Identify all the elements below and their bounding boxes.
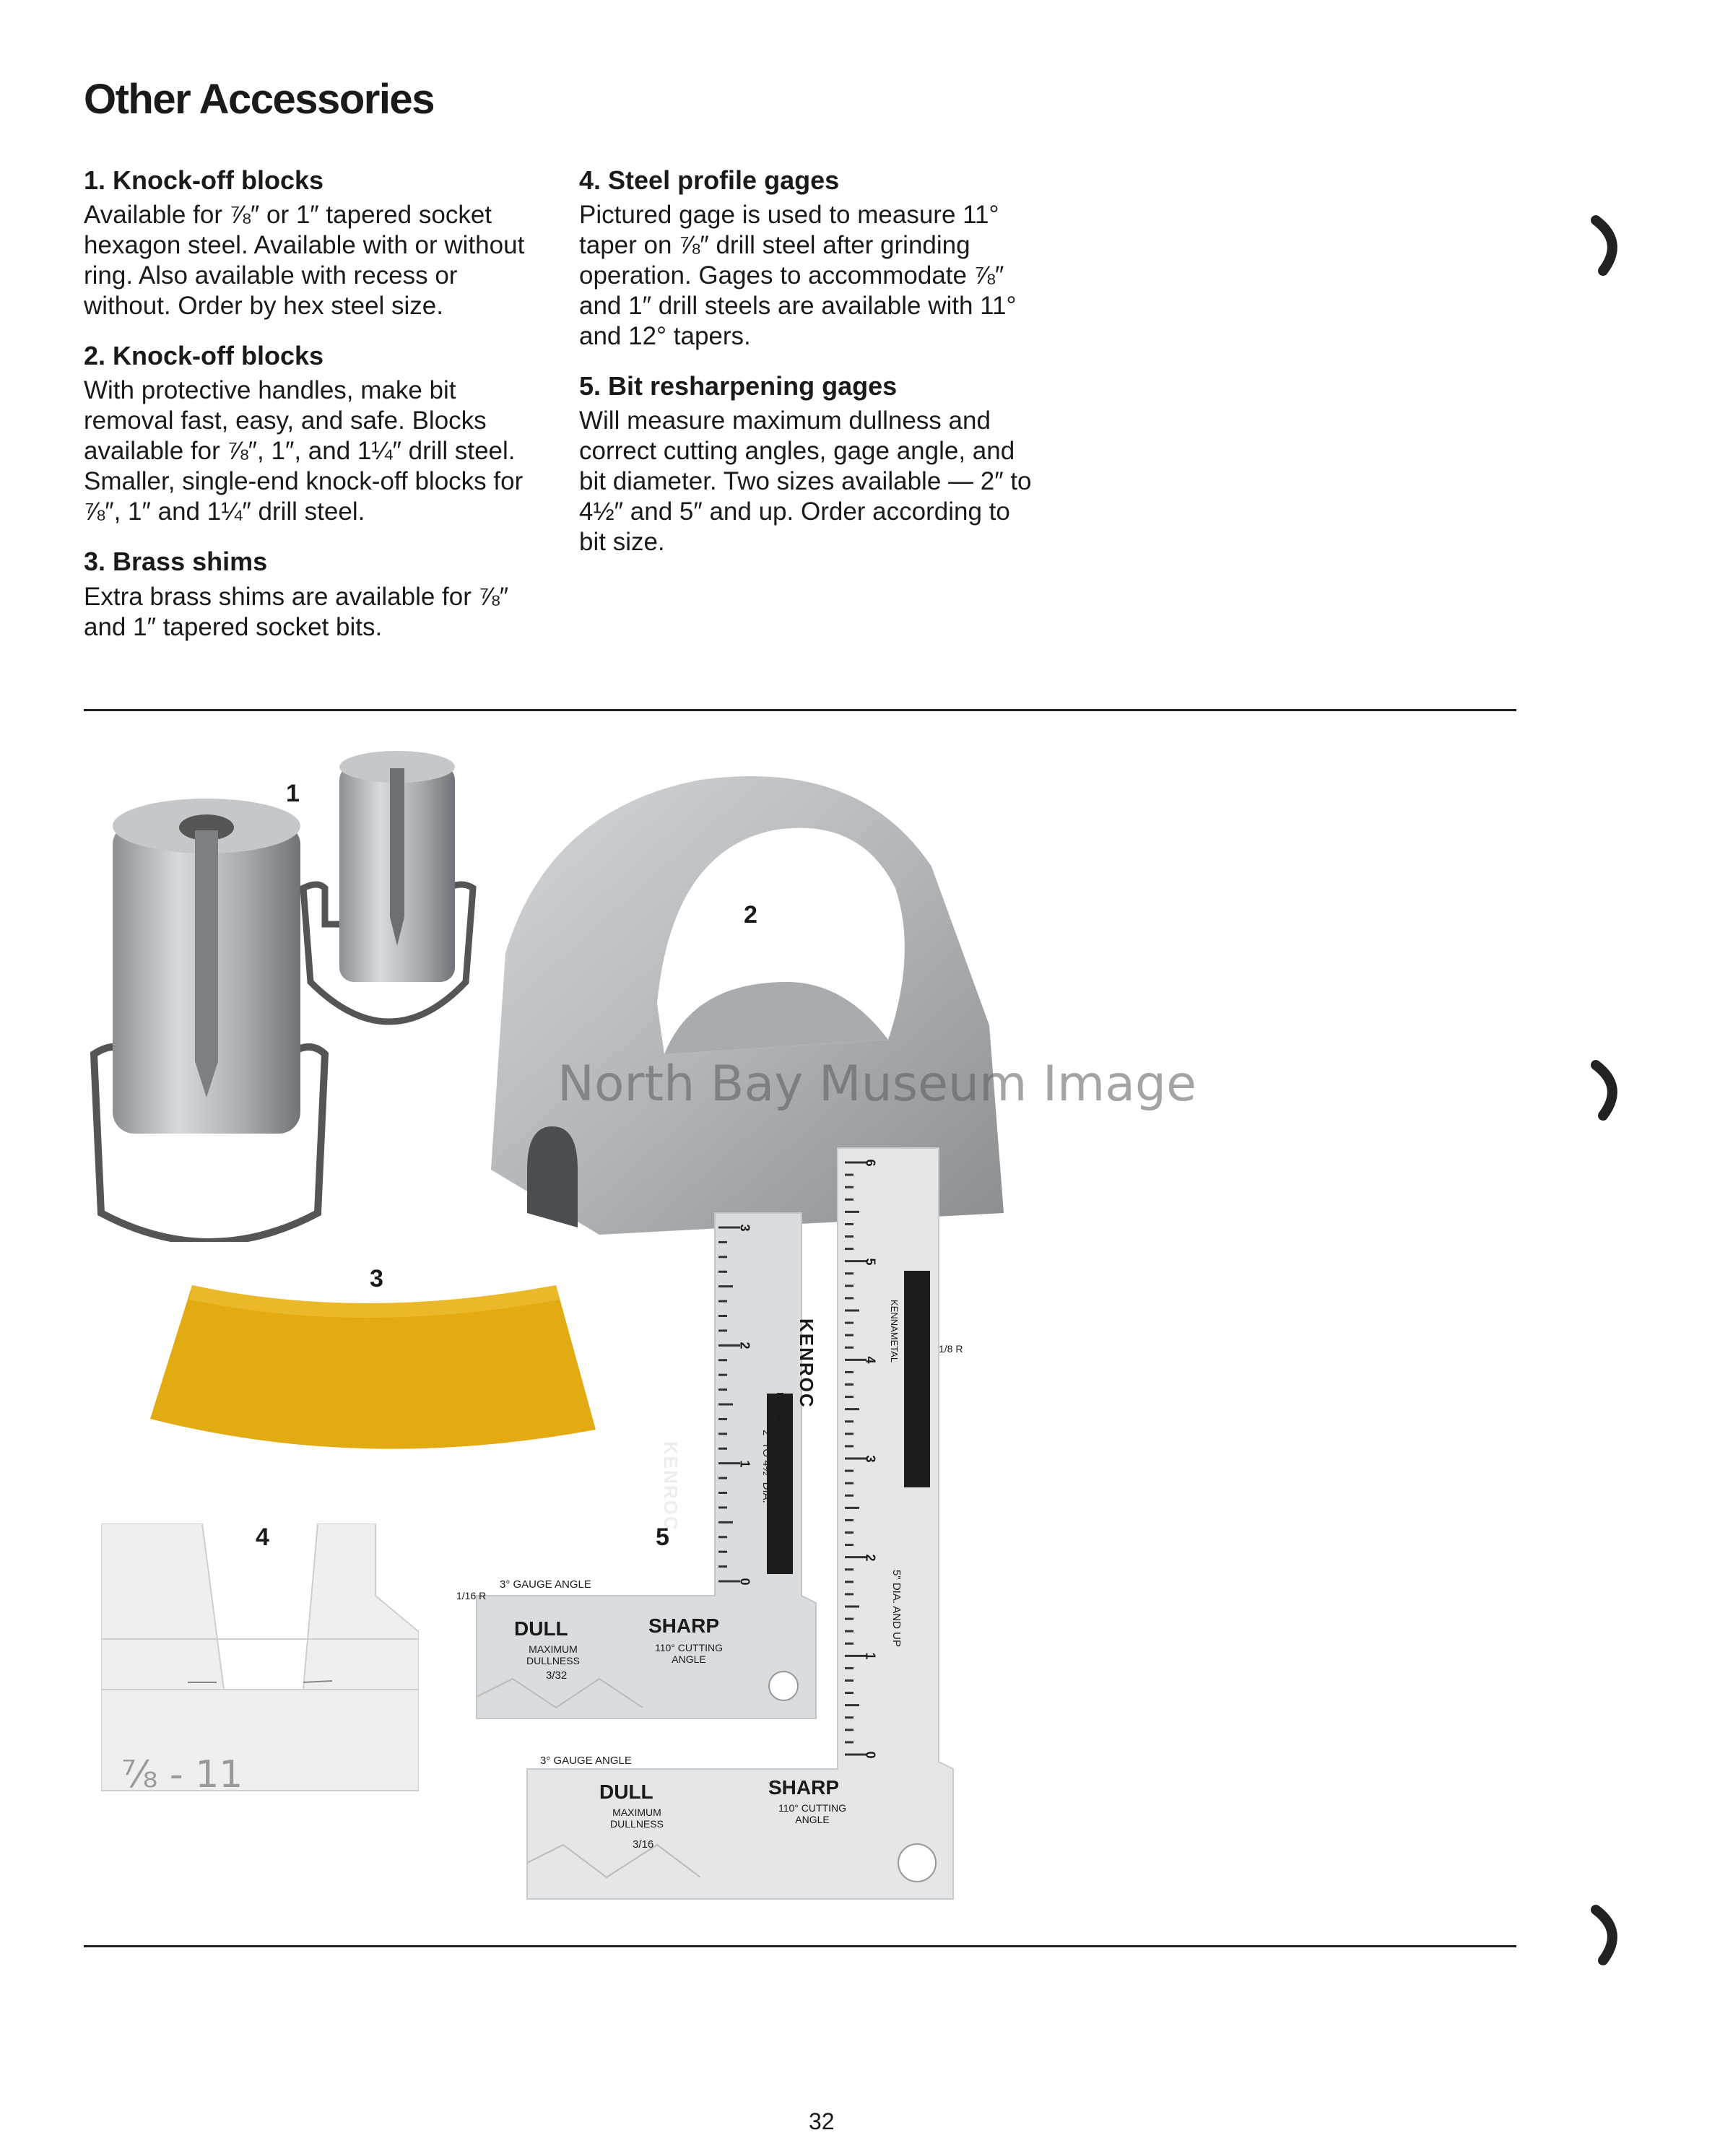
- large-gage-dull-label: DULL: [599, 1781, 653, 1803]
- watermark: North Bay Museum Image: [557, 1056, 1196, 1113]
- callout-4: 4: [256, 1523, 269, 1551]
- small-gage-dull-label: DULL: [514, 1617, 568, 1640]
- scale-label: 1: [737, 1460, 752, 1468]
- large-gage-corner-mark: 1/8 R: [939, 1343, 963, 1355]
- scale-label: 2: [737, 1342, 752, 1349]
- large-gage-dullness-value: 3/16: [633, 1838, 654, 1851]
- scale-label: 1: [863, 1652, 878, 1660]
- item-body-profile-gages: Pictured gage is used to measure 11° taper on ⅞″ drill steel after grinding operation. Gages to accommodate ⅞″ and 1″ drill steels are available with 11° and 12° tapers.: [579, 201, 1017, 351]
- item-heading-knockoff-blocks-2: 2. Knock-off blocks: [84, 341, 324, 371]
- callout-3: 3: [370, 1265, 383, 1292]
- small-gage-brand: KENROC: [660, 1441, 682, 1531]
- large-gage-max-dullness: MAXIMUM DULLNESS: [610, 1807, 664, 1830]
- item-body-knockoff-blocks-1: Available for ⅞″ or 1″ tapered socket hexagon steel. Available with or without ring. Also available with recess or without. Order by hex steel size.: [84, 201, 525, 321]
- page-number: 32: [809, 2108, 835, 2134]
- binder-hole-icon: [1581, 1899, 1639, 1971]
- item-heading-profile-gages: 4. Steel profile gages: [579, 165, 840, 195]
- large-gage-size: 5" DIA. AND UP: [890, 1570, 903, 1648]
- large-gage-gauge-angle: 3° GAUGE ANGLE: [540, 1755, 632, 1767]
- callout-1: 1: [286, 780, 300, 807]
- small-gage-size: 2" TO 4½" DIA.: [760, 1430, 773, 1503]
- small-gage-corner-mark: 1/16 R: [456, 1590, 487, 1601]
- scale-label: 3: [863, 1455, 878, 1463]
- scale-label: 4: [863, 1356, 878, 1364]
- small-gage-max-dullness: MAXIMUM DULLNESS: [526, 1643, 580, 1666]
- top-divider: [84, 709, 1516, 711]
- large-gage-cutting-angle: 110° CUTTING ANGLE: [778, 1802, 847, 1825]
- scale-label: 0: [863, 1751, 878, 1759]
- small-gage-cutting-angle: 110° CUTTING ANGLE: [654, 1642, 724, 1665]
- large-gage-sharp-label: SHARP: [768, 1776, 840, 1799]
- item-body-brass-shims: Extra brass shims are available for ⅞″ and 1″ tapered socket bits.: [84, 582, 509, 641]
- small-gage-gauge-angle: 3° GAUGE ANGLE: [500, 1578, 591, 1591]
- scale-label: 6: [863, 1159, 878, 1167]
- scale-label: 0: [737, 1578, 752, 1586]
- large-gage-brand: KENROC: [796, 1318, 817, 1409]
- item-heading-knockoff-blocks-1: 1. Knock-off blocks: [84, 165, 324, 195]
- item-heading-brass-shims: 3. Brass shims: [84, 547, 268, 577]
- callout-5: 5: [656, 1523, 669, 1551]
- item-body-knockoff-blocks-2: With protective handles, make bit removal fast, easy, and safe. Blocks available for ⅞″, 1″, and 1¼″ drill steel. Smaller, single-end knock-off blocks for ⅞″, 1″ and 1¼″ drill steel.: [84, 376, 524, 526]
- binder-hole-icon: [1581, 1054, 1639, 1126]
- page-title: Other Accessories: [84, 76, 434, 123]
- scale-label: 5: [863, 1258, 878, 1266]
- knockoff-blocks-illustration: [72, 751, 477, 1242]
- item-body-resharpening-gages: Will measure maximum dullness and correct cutting angles, gage angle, and bit diameter. Two sizes available — 2″ to 4½″ and 5″ and up. Order according to bit size.: [579, 407, 1032, 557]
- small-gage-sharp-label: SHARP: [648, 1614, 720, 1637]
- item-heading-resharpening-gages: 5. Bit resharpening gages: [579, 371, 898, 401]
- profile-gage-label: ⅞ - 11: [121, 1753, 243, 1796]
- binder-hole-icon: [1581, 209, 1639, 282]
- text-column-left: [84, 165, 546, 661]
- text-column-right: [579, 165, 1041, 576]
- callout-2: 2: [744, 901, 757, 929]
- resharpening-gages-illustration: [455, 1141, 960, 1906]
- bottom-divider: [84, 1945, 1516, 1947]
- scale-label: 2: [863, 1554, 878, 1562]
- large-gage-maker: KENNAMETAL: [889, 1300, 900, 1363]
- small-gage-dullness-value: 3/32: [546, 1669, 568, 1682]
- scale-label: 3: [737, 1224, 752, 1232]
- small-gage-maker: KENNAMETAL: [775, 1392, 786, 1456]
